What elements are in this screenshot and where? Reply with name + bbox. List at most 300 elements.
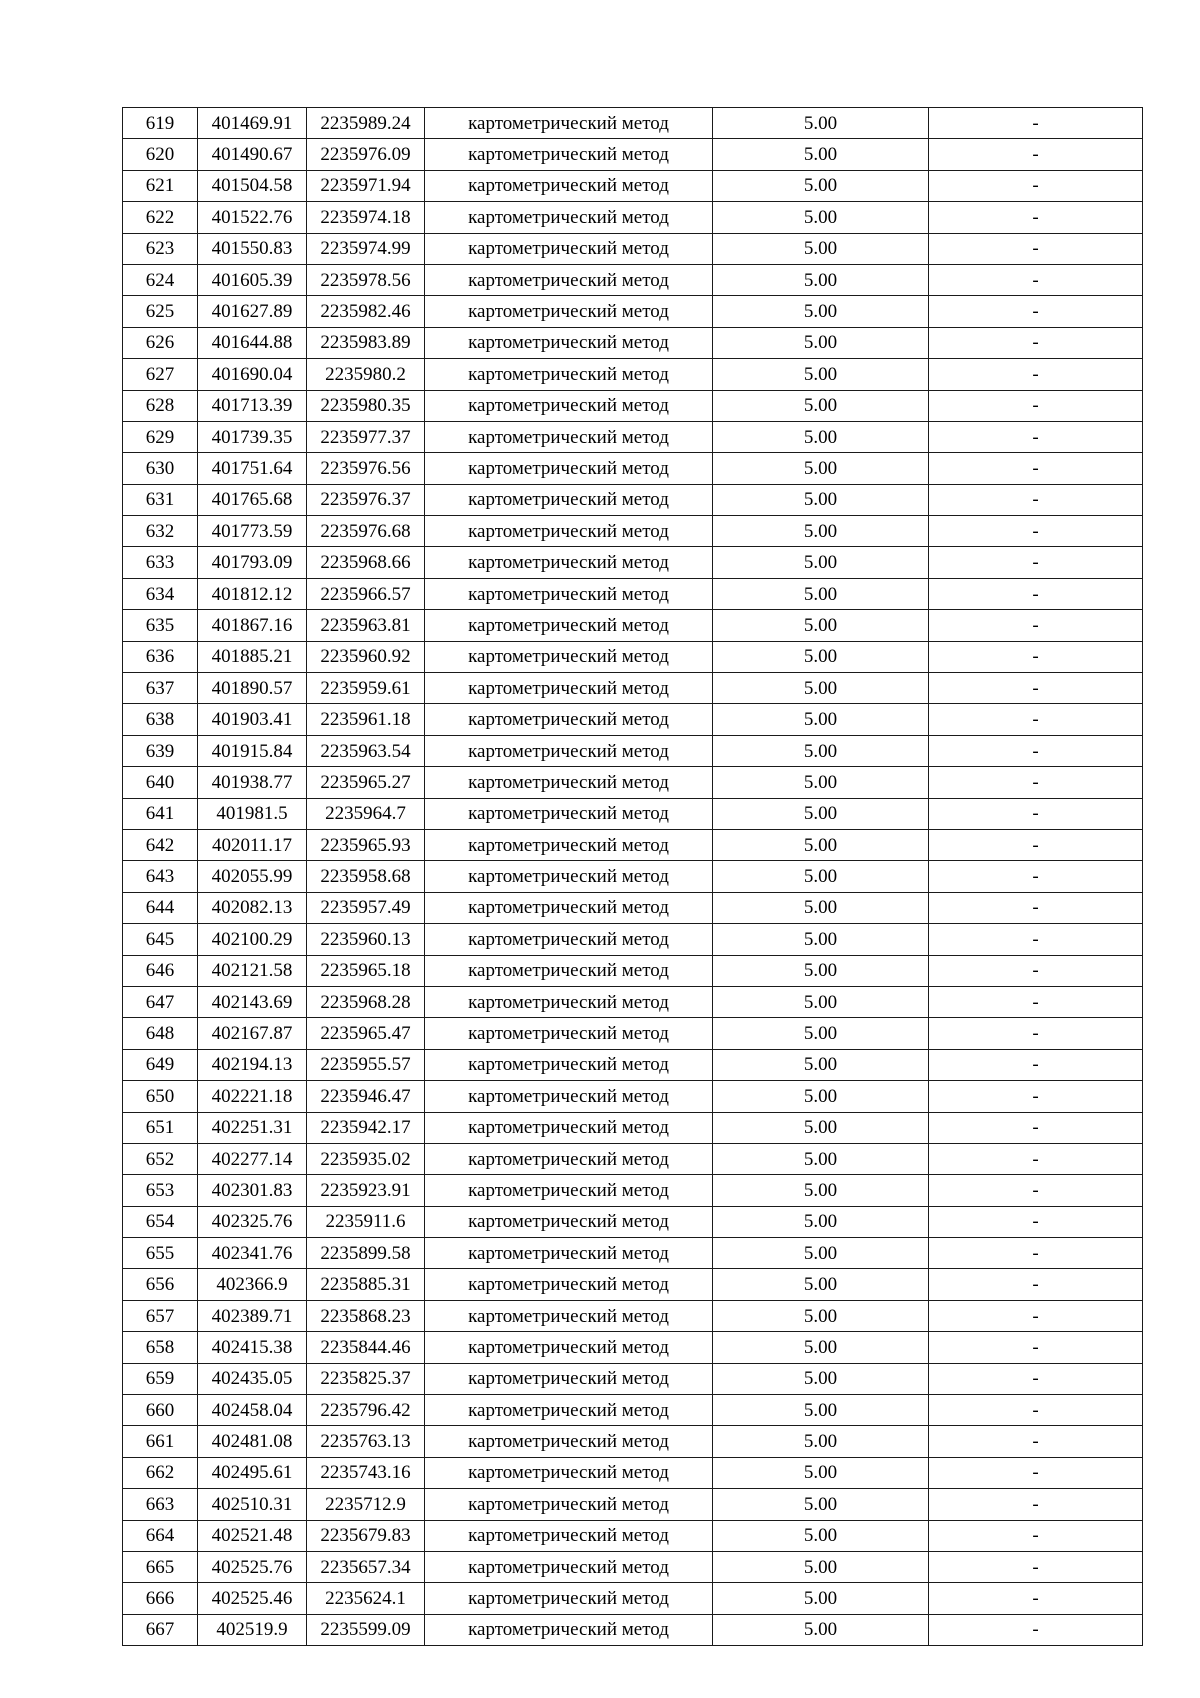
method-cell: картометрический метод [425, 1614, 713, 1645]
error-cell: 5.00 [713, 484, 929, 515]
x-coordinate-cell: 402341.76 [198, 1238, 307, 1269]
y-coordinate-cell: 2235980.2 [307, 359, 425, 390]
y-coordinate-cell: 2235624.1 [307, 1583, 425, 1614]
note-cell: - [929, 798, 1143, 829]
y-coordinate-cell: 2235911.6 [307, 1206, 425, 1237]
table-row [123, 798, 1143, 829]
point-number-cell: 620 [123, 139, 198, 170]
method-cell: картометрический метод [425, 1583, 713, 1614]
note-cell: - [929, 1457, 1143, 1488]
error-cell: 5.00 [713, 1143, 929, 1174]
coordinates-table [122, 107, 1143, 1646]
x-coordinate-cell: 402389.71 [198, 1300, 307, 1331]
x-coordinate-cell: 401490.67 [198, 139, 307, 170]
x-coordinate-cell: 402277.14 [198, 1143, 307, 1174]
method-cell: картометрический метод [425, 767, 713, 798]
table-row [123, 170, 1143, 201]
table-row [123, 1363, 1143, 1394]
note-cell: - [929, 1520, 1143, 1551]
note-cell: - [929, 955, 1143, 986]
x-coordinate-cell: 401605.39 [198, 264, 307, 295]
x-coordinate-cell: 401812.12 [198, 578, 307, 609]
table-row [123, 673, 1143, 704]
point-number-cell: 652 [123, 1143, 198, 1174]
note-cell: - [929, 1112, 1143, 1143]
y-coordinate-cell: 2235964.7 [307, 798, 425, 829]
x-coordinate-cell: 401915.84 [198, 735, 307, 766]
x-coordinate-cell: 402519.9 [198, 1614, 307, 1645]
method-cell: картометрический метод [425, 296, 713, 327]
error-cell: 5.00 [713, 861, 929, 892]
x-coordinate-cell: 402055.99 [198, 861, 307, 892]
method-cell: картометрический метод [425, 390, 713, 421]
note-cell: - [929, 453, 1143, 484]
x-coordinate-cell: 401469.91 [198, 108, 307, 139]
method-cell: картометрический метод [425, 1143, 713, 1174]
error-cell: 5.00 [713, 516, 929, 547]
table-row [123, 108, 1143, 139]
error-cell: 5.00 [713, 1175, 929, 1206]
table-row [123, 986, 1143, 1017]
y-coordinate-cell: 2235976.56 [307, 453, 425, 484]
error-cell: 5.00 [713, 1269, 929, 1300]
note-cell: - [929, 1269, 1143, 1300]
table-row [123, 1238, 1143, 1269]
x-coordinate-cell: 402495.61 [198, 1457, 307, 1488]
error-cell: 5.00 [713, 1520, 929, 1551]
table-row [123, 1143, 1143, 1174]
y-coordinate-cell: 2235959.61 [307, 673, 425, 704]
note-cell: - [929, 892, 1143, 923]
error-cell: 5.00 [713, 1300, 929, 1331]
point-number-cell: 619 [123, 108, 198, 139]
error-cell: 5.00 [713, 1457, 929, 1488]
error-cell: 5.00 [713, 578, 929, 609]
table-row [123, 704, 1143, 735]
note-cell: - [929, 1332, 1143, 1363]
method-cell: картометрический метод [425, 516, 713, 547]
error-cell: 5.00 [713, 1081, 929, 1112]
table-row [123, 296, 1143, 327]
point-number-cell: 626 [123, 327, 198, 358]
error-cell: 5.00 [713, 1583, 929, 1614]
error-cell: 5.00 [713, 1238, 929, 1269]
method-cell: картометрический метод [425, 1426, 713, 1457]
table-row [123, 1018, 1143, 1049]
error-cell: 5.00 [713, 1363, 929, 1394]
note-cell: - [929, 1551, 1143, 1582]
method-cell: картометрический метод [425, 1457, 713, 1488]
error-cell: 5.00 [713, 170, 929, 201]
method-cell: картометрический метод [425, 233, 713, 264]
y-coordinate-cell: 2235968.28 [307, 986, 425, 1017]
point-number-cell: 621 [123, 170, 198, 201]
point-number-cell: 658 [123, 1332, 198, 1363]
method-cell: картометрический метод [425, 673, 713, 704]
x-coordinate-cell: 401890.57 [198, 673, 307, 704]
method-cell: картометрический метод [425, 1363, 713, 1394]
point-number-cell: 630 [123, 453, 198, 484]
x-coordinate-cell: 401793.09 [198, 547, 307, 578]
method-cell: картометрический метод [425, 861, 713, 892]
y-coordinate-cell: 2235599.09 [307, 1614, 425, 1645]
y-coordinate-cell: 2235960.92 [307, 641, 425, 672]
point-number-cell: 637 [123, 673, 198, 704]
method-cell: картометрический метод [425, 359, 713, 390]
note-cell: - [929, 986, 1143, 1017]
y-coordinate-cell: 2235942.17 [307, 1112, 425, 1143]
point-number-cell: 654 [123, 1206, 198, 1237]
x-coordinate-cell: 402366.9 [198, 1269, 307, 1300]
y-coordinate-cell: 2235977.37 [307, 421, 425, 452]
note-cell: - [929, 170, 1143, 201]
note-cell: - [929, 1300, 1143, 1331]
note-cell: - [929, 610, 1143, 641]
method-cell: картометрический метод [425, 1269, 713, 1300]
error-cell: 5.00 [713, 108, 929, 139]
table-row [123, 484, 1143, 515]
error-cell: 5.00 [713, 421, 929, 452]
method-cell: картометрический метод [425, 453, 713, 484]
y-coordinate-cell: 2235968.66 [307, 547, 425, 578]
y-coordinate-cell: 2235983.89 [307, 327, 425, 358]
y-coordinate-cell: 2235955.57 [307, 1049, 425, 1080]
point-number-cell: 625 [123, 296, 198, 327]
y-coordinate-cell: 2235957.49 [307, 892, 425, 923]
error-cell: 5.00 [713, 139, 929, 170]
x-coordinate-cell: 401938.77 [198, 767, 307, 798]
note-cell: - [929, 202, 1143, 233]
x-coordinate-cell: 401885.21 [198, 641, 307, 672]
error-cell: 5.00 [713, 673, 929, 704]
method-cell: картометрический метод [425, 578, 713, 609]
note-cell: - [929, 673, 1143, 704]
x-coordinate-cell: 402525.76 [198, 1551, 307, 1582]
method-cell: картометрический метод [425, 170, 713, 201]
x-coordinate-cell: 402167.87 [198, 1018, 307, 1049]
method-cell: картометрический метод [425, 1018, 713, 1049]
point-number-cell: 657 [123, 1300, 198, 1331]
y-coordinate-cell: 2235989.24 [307, 108, 425, 139]
x-coordinate-cell: 402458.04 [198, 1395, 307, 1426]
y-coordinate-cell: 2235885.31 [307, 1269, 425, 1300]
point-number-cell: 653 [123, 1175, 198, 1206]
note-cell: - [929, 1426, 1143, 1457]
table-row [123, 1614, 1143, 1645]
x-coordinate-cell: 401690.04 [198, 359, 307, 390]
y-coordinate-cell: 2235679.83 [307, 1520, 425, 1551]
x-coordinate-cell: 402251.31 [198, 1112, 307, 1143]
method-cell: картометрический метод [425, 798, 713, 829]
table-row [123, 1175, 1143, 1206]
note-cell: - [929, 1143, 1143, 1174]
coordinates-table-body [123, 108, 1143, 1646]
table-row [123, 610, 1143, 641]
point-number-cell: 641 [123, 798, 198, 829]
table-row [123, 892, 1143, 923]
x-coordinate-cell: 401751.64 [198, 453, 307, 484]
error-cell: 5.00 [713, 829, 929, 860]
table-row [123, 264, 1143, 295]
table-row [123, 1206, 1143, 1237]
point-number-cell: 622 [123, 202, 198, 233]
x-coordinate-cell: 402194.13 [198, 1049, 307, 1080]
error-cell: 5.00 [713, 453, 929, 484]
table-row [123, 578, 1143, 609]
table-row [123, 767, 1143, 798]
note-cell: - [929, 1175, 1143, 1206]
note-cell: - [929, 296, 1143, 327]
y-coordinate-cell: 2235965.93 [307, 829, 425, 860]
note-cell: - [929, 421, 1143, 452]
x-coordinate-cell: 401867.16 [198, 610, 307, 641]
y-coordinate-cell: 2235961.18 [307, 704, 425, 735]
table-row [123, 390, 1143, 421]
method-cell: картометрический метод [425, 924, 713, 955]
x-coordinate-cell: 401903.41 [198, 704, 307, 735]
y-coordinate-cell: 2235868.23 [307, 1300, 425, 1331]
y-coordinate-cell: 2235958.68 [307, 861, 425, 892]
error-cell: 5.00 [713, 264, 929, 295]
point-number-cell: 667 [123, 1614, 198, 1645]
method-cell: картометрический метод [425, 1238, 713, 1269]
point-number-cell: 664 [123, 1520, 198, 1551]
method-cell: картометрический метод [425, 108, 713, 139]
table-row [123, 202, 1143, 233]
error-cell: 5.00 [713, 1112, 929, 1143]
table-row [123, 421, 1143, 452]
note-cell: - [929, 735, 1143, 766]
note-cell: - [929, 1081, 1143, 1112]
note-cell: - [929, 516, 1143, 547]
y-coordinate-cell: 2235763.13 [307, 1426, 425, 1457]
point-number-cell: 635 [123, 610, 198, 641]
error-cell: 5.00 [713, 390, 929, 421]
y-coordinate-cell: 2235965.18 [307, 955, 425, 986]
note-cell: - [929, 547, 1143, 578]
table-row [123, 327, 1143, 358]
point-number-cell: 666 [123, 1583, 198, 1614]
error-cell: 5.00 [713, 202, 929, 233]
method-cell: картометрический метод [425, 641, 713, 672]
table-row [123, 1489, 1143, 1520]
method-cell: картометрический метод [425, 1206, 713, 1237]
point-number-cell: 648 [123, 1018, 198, 1049]
note-cell: - [929, 829, 1143, 860]
x-coordinate-cell: 402521.48 [198, 1520, 307, 1551]
y-coordinate-cell: 2235960.13 [307, 924, 425, 955]
y-coordinate-cell: 2235844.46 [307, 1332, 425, 1363]
x-coordinate-cell: 402435.05 [198, 1363, 307, 1394]
note-cell: - [929, 924, 1143, 955]
note-cell: - [929, 1206, 1143, 1237]
method-cell: картометрический метод [425, 1551, 713, 1582]
x-coordinate-cell: 401981.5 [198, 798, 307, 829]
x-coordinate-cell: 402221.18 [198, 1081, 307, 1112]
y-coordinate-cell: 2235963.54 [307, 735, 425, 766]
table-row [123, 1081, 1143, 1112]
method-cell: картометрический метод [425, 264, 713, 295]
y-coordinate-cell: 2235976.37 [307, 484, 425, 515]
table-row [123, 1300, 1143, 1331]
method-cell: картометрический метод [425, 610, 713, 641]
table-row [123, 924, 1143, 955]
y-coordinate-cell: 2235965.27 [307, 767, 425, 798]
point-number-cell: 665 [123, 1551, 198, 1582]
point-number-cell: 643 [123, 861, 198, 892]
x-coordinate-cell: 401713.39 [198, 390, 307, 421]
point-number-cell: 631 [123, 484, 198, 515]
method-cell: картометрический метод [425, 892, 713, 923]
x-coordinate-cell: 401504.58 [198, 170, 307, 201]
error-cell: 5.00 [713, 924, 929, 955]
point-number-cell: 636 [123, 641, 198, 672]
note-cell: - [929, 327, 1143, 358]
table-row [123, 1395, 1143, 1426]
error-cell: 5.00 [713, 610, 929, 641]
x-coordinate-cell: 402100.29 [198, 924, 307, 955]
table-row [123, 547, 1143, 578]
error-cell: 5.00 [713, 1206, 929, 1237]
table-row [123, 1583, 1143, 1614]
point-number-cell: 628 [123, 390, 198, 421]
error-cell: 5.00 [713, 735, 929, 766]
table-row [123, 139, 1143, 170]
x-coordinate-cell: 402481.08 [198, 1426, 307, 1457]
note-cell: - [929, 704, 1143, 735]
error-cell: 5.00 [713, 641, 929, 672]
x-coordinate-cell: 402301.83 [198, 1175, 307, 1206]
y-coordinate-cell: 2235899.58 [307, 1238, 425, 1269]
note-cell: - [929, 139, 1143, 170]
error-cell: 5.00 [713, 327, 929, 358]
method-cell: картометрический метод [425, 1049, 713, 1080]
method-cell: картометрический метод [425, 1300, 713, 1331]
point-number-cell: 656 [123, 1269, 198, 1300]
point-number-cell: 663 [123, 1489, 198, 1520]
x-coordinate-cell: 401644.88 [198, 327, 307, 358]
x-coordinate-cell: 401773.59 [198, 516, 307, 547]
table-row [123, 1457, 1143, 1488]
table-row [123, 861, 1143, 892]
y-coordinate-cell: 2235712.9 [307, 1489, 425, 1520]
y-coordinate-cell: 2235963.81 [307, 610, 425, 641]
table-row [123, 641, 1143, 672]
x-coordinate-cell: 402011.17 [198, 829, 307, 860]
method-cell: картометрический метод [425, 1395, 713, 1426]
error-cell: 5.00 [713, 1426, 929, 1457]
x-coordinate-cell: 401739.35 [198, 421, 307, 452]
point-number-cell: 640 [123, 767, 198, 798]
note-cell: - [929, 484, 1143, 515]
error-cell: 5.00 [713, 892, 929, 923]
y-coordinate-cell: 2235946.47 [307, 1081, 425, 1112]
point-number-cell: 661 [123, 1426, 198, 1457]
method-cell: картометрический метод [425, 1489, 713, 1520]
point-number-cell: 633 [123, 547, 198, 578]
y-coordinate-cell: 2235825.37 [307, 1363, 425, 1394]
point-number-cell: 649 [123, 1049, 198, 1080]
table-row [123, 1112, 1143, 1143]
table-row [123, 1426, 1143, 1457]
error-cell: 5.00 [713, 233, 929, 264]
error-cell: 5.00 [713, 547, 929, 578]
error-cell: 5.00 [713, 1018, 929, 1049]
note-cell: - [929, 1018, 1143, 1049]
point-number-cell: 623 [123, 233, 198, 264]
method-cell: картометрический метод [425, 1332, 713, 1363]
method-cell: картометрический метод [425, 986, 713, 1017]
y-coordinate-cell: 2235980.35 [307, 390, 425, 421]
error-cell: 5.00 [713, 1551, 929, 1582]
y-coordinate-cell: 2235796.42 [307, 1395, 425, 1426]
error-cell: 5.00 [713, 986, 929, 1017]
y-coordinate-cell: 2235971.94 [307, 170, 425, 201]
method-cell: картометрический метод [425, 421, 713, 452]
note-cell: - [929, 108, 1143, 139]
table-row [123, 233, 1143, 264]
error-cell: 5.00 [713, 1614, 929, 1645]
x-coordinate-cell: 401550.83 [198, 233, 307, 264]
error-cell: 5.00 [713, 1332, 929, 1363]
x-coordinate-cell: 401522.76 [198, 202, 307, 233]
point-number-cell: 650 [123, 1081, 198, 1112]
method-cell: картометрический метод [425, 955, 713, 986]
table-row [123, 1551, 1143, 1582]
point-number-cell: 660 [123, 1395, 198, 1426]
method-cell: картометрический метод [425, 1520, 713, 1551]
note-cell: - [929, 1395, 1143, 1426]
y-coordinate-cell: 2235974.99 [307, 233, 425, 264]
table-row [123, 1520, 1143, 1551]
error-cell: 5.00 [713, 798, 929, 829]
method-cell: картометрический метод [425, 1112, 713, 1143]
note-cell: - [929, 359, 1143, 390]
method-cell: картометрический метод [425, 139, 713, 170]
x-coordinate-cell: 402510.31 [198, 1489, 307, 1520]
table-row [123, 516, 1143, 547]
method-cell: картометрический метод [425, 704, 713, 735]
point-number-cell: 632 [123, 516, 198, 547]
point-number-cell: 646 [123, 955, 198, 986]
y-coordinate-cell: 2235965.47 [307, 1018, 425, 1049]
y-coordinate-cell: 2235974.18 [307, 202, 425, 233]
table-row [123, 1269, 1143, 1300]
error-cell: 5.00 [713, 296, 929, 327]
y-coordinate-cell: 2235935.02 [307, 1143, 425, 1174]
note-cell: - [929, 390, 1143, 421]
x-coordinate-cell: 401765.68 [198, 484, 307, 515]
point-number-cell: 662 [123, 1457, 198, 1488]
x-coordinate-cell: 402121.58 [198, 955, 307, 986]
method-cell: картометрический метод [425, 829, 713, 860]
x-coordinate-cell: 401627.89 [198, 296, 307, 327]
point-number-cell: 655 [123, 1238, 198, 1269]
x-coordinate-cell: 402415.38 [198, 1332, 307, 1363]
method-cell: картометрический метод [425, 1175, 713, 1206]
table-row [123, 453, 1143, 484]
note-cell: - [929, 264, 1143, 295]
y-coordinate-cell: 2235976.68 [307, 516, 425, 547]
error-cell: 5.00 [713, 1395, 929, 1426]
error-cell: 5.00 [713, 955, 929, 986]
point-number-cell: 624 [123, 264, 198, 295]
table-row [123, 735, 1143, 766]
point-number-cell: 644 [123, 892, 198, 923]
note-cell: - [929, 1238, 1143, 1269]
point-number-cell: 645 [123, 924, 198, 955]
note-cell: - [929, 1049, 1143, 1080]
